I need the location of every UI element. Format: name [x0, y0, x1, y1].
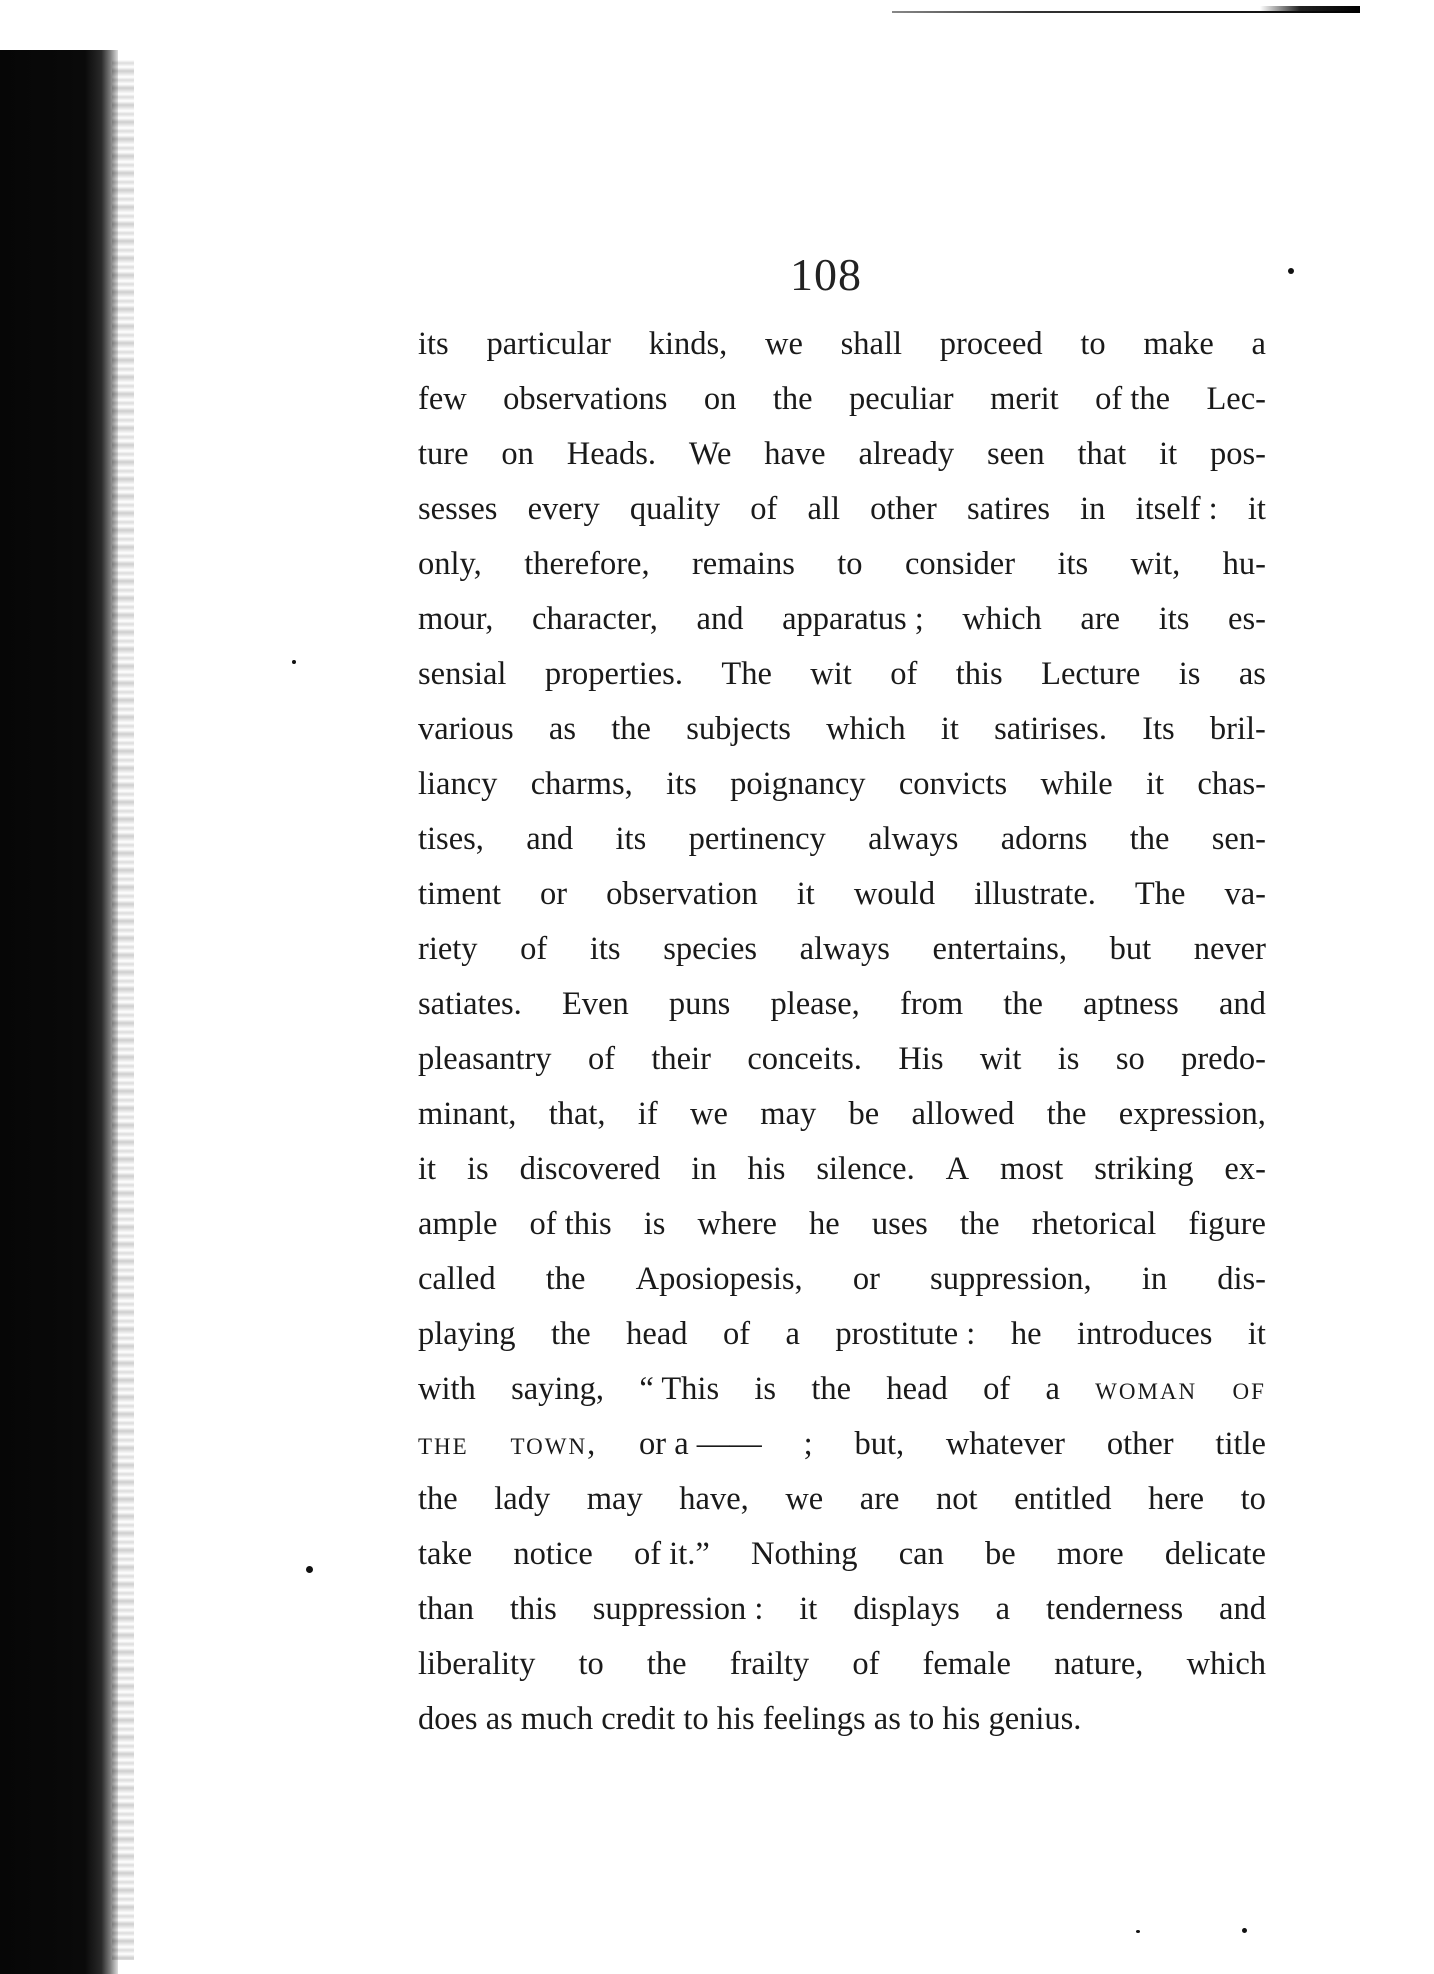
word: already: [858, 436, 955, 472]
word: entertains,: [932, 931, 1067, 967]
word: tises,: [418, 821, 484, 857]
word: not: [936, 1481, 978, 1517]
word: subjects: [686, 711, 791, 747]
word: predo-: [1181, 1041, 1266, 1077]
text-line: [418, 922, 1266, 977]
word: the: [646, 1646, 687, 1682]
word: es-: [1228, 601, 1266, 637]
ink-speck: [1136, 1930, 1140, 1933]
word: of the: [1095, 381, 1171, 417]
word: allowed: [911, 1096, 1015, 1132]
text-line: [418, 1417, 1266, 1472]
word: liancy: [418, 766, 498, 802]
word: this: [955, 656, 1003, 692]
word: he: [809, 1206, 840, 1242]
book-binding-edge: [0, 50, 118, 1974]
ink-speck: [292, 660, 296, 664]
ink-speck: [306, 1566, 313, 1573]
word: bril-: [1209, 711, 1266, 747]
word: aptness: [1083, 986, 1179, 1022]
word: here: [1148, 1481, 1205, 1517]
word: illustrate.: [974, 876, 1096, 912]
word: may: [586, 1481, 643, 1517]
word: this: [509, 1591, 557, 1627]
word: sesses: [418, 491, 498, 527]
word: it: [1247, 1316, 1266, 1352]
word: suppression :: [592, 1591, 764, 1627]
word: the: [772, 381, 813, 417]
word: of this: [529, 1206, 612, 1242]
scan-top-rule: [892, 11, 1360, 13]
word: prostitute :: [835, 1316, 976, 1352]
word: and: [1219, 1591, 1266, 1627]
word: as: [548, 711, 576, 747]
text-line: [418, 1582, 1266, 1637]
word: the: [611, 711, 651, 747]
word: in: [1080, 491, 1106, 527]
word: are: [1080, 601, 1121, 637]
word: are: [859, 1481, 900, 1517]
word: peculiar: [848, 381, 954, 417]
word: of: [722, 1316, 751, 1352]
word: wit: [810, 656, 852, 692]
word: title: [1215, 1426, 1266, 1462]
text-line: [418, 427, 1266, 482]
word: playing: [418, 1316, 516, 1352]
word: but,: [854, 1426, 905, 1462]
word: Lec-: [1206, 381, 1266, 417]
word: His: [898, 1041, 944, 1077]
word: which: [1186, 1646, 1266, 1682]
word: satires: [967, 491, 1051, 527]
word: silence.: [816, 1151, 915, 1187]
word: is: [643, 1206, 666, 1242]
text-line: [418, 1087, 1266, 1142]
word: but: [1109, 931, 1152, 967]
word: make: [1143, 326, 1214, 362]
text-line: [418, 1692, 1266, 1747]
word: and: [1219, 986, 1266, 1022]
word: of it.”: [633, 1536, 710, 1572]
ink-speck: [1242, 1928, 1247, 1933]
word: its: [589, 931, 621, 967]
word: never: [1193, 931, 1266, 967]
word: poignancy: [730, 766, 866, 802]
word: woman: [1095, 1371, 1198, 1407]
word: only,: [418, 546, 482, 582]
word: that,: [548, 1096, 606, 1132]
word: where: [697, 1206, 777, 1242]
text-line: [418, 647, 1266, 702]
text-line: [418, 702, 1266, 757]
word: Lecture: [1041, 656, 1141, 692]
text-line: [418, 1142, 1266, 1197]
word: be: [848, 1096, 880, 1132]
word: with: [418, 1371, 476, 1407]
word: does as much credit to his feelings as to his genius.: [418, 1701, 1082, 1737]
word: have,: [679, 1481, 749, 1517]
word: it: [796, 876, 815, 912]
word: it: [940, 711, 959, 747]
word: of: [520, 931, 548, 967]
word: displays: [853, 1591, 960, 1627]
word: so: [1115, 1041, 1145, 1077]
word: particular: [486, 326, 611, 362]
word: or: [540, 876, 568, 912]
word: therefore,: [524, 546, 650, 582]
word: to: [837, 546, 863, 582]
word: a: [785, 1316, 800, 1352]
word: town,: [510, 1426, 598, 1462]
text-line: [418, 757, 1266, 812]
word: its: [1057, 546, 1089, 582]
word: every: [527, 491, 600, 527]
word: Heads.: [566, 436, 657, 472]
word: we: [690, 1096, 728, 1132]
word: wit: [979, 1041, 1022, 1077]
word: take: [418, 1536, 473, 1572]
word: convicts: [898, 766, 1008, 802]
word: quality: [629, 491, 721, 527]
text-line: [418, 867, 1266, 922]
word: or: [852, 1261, 880, 1297]
word: consider: [904, 546, 1016, 582]
word: minant,: [418, 1096, 517, 1132]
text-line: [418, 317, 1266, 372]
word: have: [764, 436, 826, 472]
word: remains: [691, 546, 795, 582]
word: and: [696, 601, 744, 637]
word: of: [1232, 1371, 1266, 1407]
word: conceits.: [747, 1041, 862, 1077]
word: which: [826, 711, 906, 747]
word: more: [1056, 1536, 1124, 1572]
word: Even: [561, 986, 629, 1022]
word: A: [945, 1151, 970, 1187]
word: “ This: [639, 1371, 720, 1407]
word: chas-: [1197, 766, 1266, 802]
word: as: [1238, 656, 1266, 692]
word: frailty: [729, 1646, 810, 1682]
word: apparatus ;: [782, 601, 924, 637]
word: introduces: [1076, 1316, 1213, 1352]
word: ex-: [1224, 1151, 1266, 1187]
ink-speck: [1288, 268, 1294, 274]
word: female: [922, 1646, 1011, 1682]
word: its: [666, 766, 697, 802]
word: dis-: [1217, 1261, 1266, 1297]
word: kinds,: [648, 326, 728, 362]
word: than: [418, 1591, 474, 1627]
text-line: [418, 1252, 1266, 1307]
word: wit,: [1130, 546, 1181, 582]
word: expression,: [1118, 1096, 1266, 1132]
word: charms,: [530, 766, 633, 802]
word: uses: [871, 1206, 928, 1242]
word: tenderness: [1045, 1591, 1184, 1627]
word: to: [578, 1646, 604, 1682]
word: the: [959, 1206, 1000, 1242]
word: other: [1106, 1426, 1174, 1462]
word: discovered: [519, 1151, 661, 1187]
word: its: [1158, 601, 1190, 637]
word: he: [1010, 1316, 1042, 1352]
word: rhetorical: [1031, 1206, 1157, 1242]
word: notice: [513, 1536, 593, 1572]
scan-top-rule-dark: [1260, 6, 1360, 11]
word: while: [1040, 766, 1113, 802]
word: would: [853, 876, 936, 912]
word: the: [1129, 821, 1170, 857]
text-line: [418, 372, 1266, 427]
text-line: [418, 812, 1266, 867]
word: the: [811, 1371, 852, 1407]
word: always: [799, 931, 890, 967]
word: Aposiopesis,: [635, 1261, 803, 1297]
word: The: [1134, 876, 1186, 912]
text-line: [418, 1637, 1266, 1692]
word: all: [807, 491, 840, 527]
word: is: [1057, 1041, 1080, 1077]
text-line: [418, 1307, 1266, 1362]
word: and: [526, 821, 574, 857]
word: its: [418, 326, 449, 362]
word: most: [1000, 1151, 1064, 1187]
word: the: [545, 1261, 586, 1297]
text-line: [418, 977, 1266, 1032]
word: the: [418, 1426, 469, 1462]
word: always: [868, 821, 959, 857]
word: that: [1077, 436, 1127, 472]
text-line: [418, 537, 1266, 592]
word: its: [615, 821, 647, 857]
word: pertinency: [688, 821, 826, 857]
page-number: 108: [790, 249, 862, 300]
word: on: [703, 381, 737, 417]
word: ample: [418, 1206, 498, 1242]
word: in: [1141, 1261, 1168, 1297]
word: be: [985, 1536, 1016, 1572]
text-line: [418, 1032, 1266, 1087]
word: properties.: [544, 656, 683, 692]
word: a: [1045, 1371, 1060, 1407]
text-line: [418, 482, 1266, 537]
body-text: [418, 317, 1266, 1747]
word: liberality: [418, 1646, 536, 1682]
word: it: [799, 1591, 818, 1627]
word: figure: [1188, 1206, 1266, 1242]
word: in: [691, 1151, 717, 1187]
word: satirises.: [994, 711, 1107, 747]
word: the: [1003, 986, 1043, 1022]
word: or a ——: [639, 1426, 762, 1462]
word: which: [962, 601, 1042, 637]
word: please,: [770, 986, 860, 1022]
word: we: [765, 326, 803, 362]
word: is: [466, 1151, 489, 1187]
word: various: [418, 711, 514, 747]
word: striking: [1094, 1151, 1194, 1187]
word: is: [754, 1371, 777, 1407]
word: sensial: [418, 656, 507, 692]
text-line: [418, 1472, 1266, 1527]
word: We: [688, 436, 732, 472]
word: if: [637, 1096, 658, 1132]
word: it: [1159, 436, 1178, 472]
word: mour,: [418, 601, 494, 637]
word: to: [1240, 1481, 1266, 1517]
word: satiates.: [418, 986, 522, 1022]
word: character,: [532, 601, 658, 637]
word: Nothing: [750, 1536, 858, 1572]
word: entitled: [1014, 1481, 1112, 1517]
word: head: [626, 1316, 688, 1352]
word: it: [1247, 491, 1266, 527]
word: other: [870, 491, 937, 527]
word: va-: [1224, 876, 1266, 912]
word: suppression,: [930, 1261, 1092, 1297]
word: a: [1251, 326, 1266, 362]
word: to: [1080, 326, 1106, 362]
word: ture: [418, 436, 469, 472]
word: of: [750, 491, 778, 527]
word: species: [663, 931, 758, 967]
text-line: [418, 1197, 1266, 1252]
word: nature,: [1054, 1646, 1144, 1682]
word: shall: [840, 326, 903, 362]
word: saying,: [511, 1371, 605, 1407]
word: the: [418, 1481, 458, 1517]
word: hu-: [1222, 546, 1266, 582]
word: pleasantry: [418, 1041, 552, 1077]
word: adorns: [1000, 821, 1088, 857]
word: observations: [503, 381, 668, 417]
word: whatever: [945, 1426, 1066, 1462]
text-line: [418, 1527, 1266, 1582]
text-line: [418, 1362, 1266, 1417]
binding-shadow: [112, 60, 134, 1960]
word: head: [886, 1371, 948, 1407]
word: his: [747, 1151, 786, 1187]
word: of: [587, 1041, 616, 1077]
word: of: [852, 1646, 880, 1682]
word: ;: [803, 1426, 813, 1462]
word: we: [785, 1481, 824, 1517]
word: merit: [990, 381, 1059, 417]
word: riety: [418, 931, 478, 967]
word: lady: [494, 1481, 551, 1517]
word: the: [550, 1316, 591, 1352]
word: is: [1178, 656, 1201, 692]
word: observation: [606, 876, 758, 912]
word: it: [1146, 766, 1165, 802]
word: puns: [668, 986, 731, 1022]
word: may: [760, 1096, 817, 1132]
word: can: [898, 1536, 944, 1572]
word: sen-: [1211, 821, 1266, 857]
word: delicate: [1164, 1536, 1266, 1572]
text-line: [418, 592, 1266, 647]
word: the: [1046, 1096, 1087, 1132]
word: from: [899, 986, 964, 1022]
word: pos-: [1210, 436, 1266, 472]
word: few: [418, 381, 467, 417]
word: their: [651, 1041, 711, 1077]
word: timent: [418, 876, 502, 912]
word: on: [501, 436, 534, 472]
word: it: [418, 1151, 437, 1187]
word: called: [418, 1261, 496, 1297]
word: seen: [986, 436, 1045, 472]
word: Its: [1142, 711, 1175, 747]
word: The: [721, 656, 772, 692]
word: itself :: [1135, 491, 1218, 527]
word: of: [890, 656, 918, 692]
word: a: [995, 1591, 1011, 1627]
word: of: [983, 1371, 1011, 1407]
word: proceed: [939, 326, 1043, 362]
